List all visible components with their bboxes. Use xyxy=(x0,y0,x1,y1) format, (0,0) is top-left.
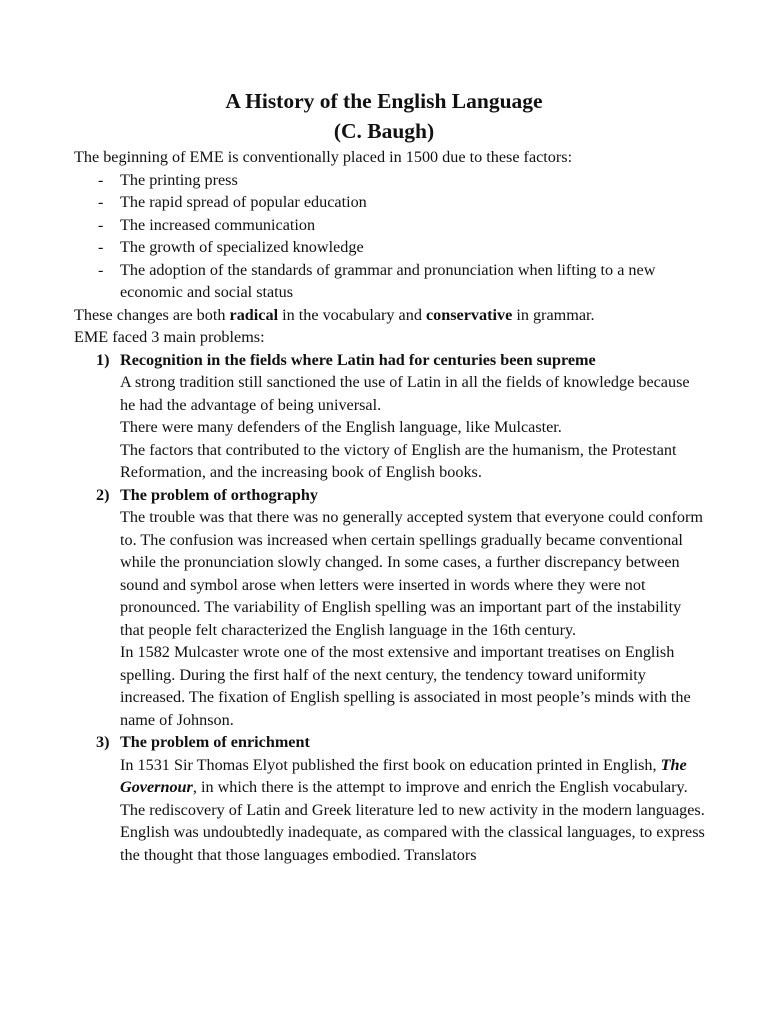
problem-paragraph: A strong tradition still sanctioned the use of Latin in all the fields of knowledge because he had the advantage of being universal. xyxy=(120,373,690,414)
title-line-2: (C. Baugh) xyxy=(333,119,435,143)
list-item: - The adoption of the standards of grammar and pronunciation when lifting to a new economic and social status xyxy=(98,260,656,301)
problem-heading: Recognition in the fields where Latin had for centuries been supreme xyxy=(120,350,596,369)
problem-number: 1) xyxy=(96,350,110,369)
problem-paragraph: The rediscovery of Latin and Greek literature led to new activity in the modern languages. xyxy=(120,800,705,819)
elyot-paragraph: In 1531 Sir Thomas Elyot published the first book on education printed in English, The Governour, in which there is the attempt to improve and enrich the English vocabulary. xyxy=(120,755,688,796)
document-title xyxy=(0,86,768,146)
list-item: - The growth of specialized knowledge xyxy=(98,238,364,256)
problem-item-orthography xyxy=(74,484,708,732)
book-title: The Governour xyxy=(120,755,687,796)
list-item: - The rapid spread of popular education xyxy=(98,193,367,211)
problem-paragraph: English was undoubtedly inadequate, as compared with the classical languages, to express the thought that those languages embodied. Translators xyxy=(120,823,705,864)
radical-term: radical xyxy=(229,305,279,324)
changes-paragraph: These changes are both radical in the vocabulary and conservative in grammar. xyxy=(74,305,595,324)
problems-list xyxy=(74,349,708,867)
title-line-1: A History of the English Language xyxy=(225,89,543,113)
conservative-term: conservative xyxy=(425,305,513,324)
problem-item-latin xyxy=(74,349,708,484)
problem-item-enrichment xyxy=(74,731,708,866)
factors-list xyxy=(74,169,708,304)
problem-paragraph: There were many defenders of the English language, like Mulcaster. xyxy=(120,418,562,436)
problem-paragraph: The factors that contributed to the victory of English are the humanism, the Protestant Reformation, and the increasing book of English books. xyxy=(120,440,677,481)
problem-heading: The problem of orthography xyxy=(120,485,319,504)
problem-number: 3) xyxy=(96,733,110,751)
problem-paragraph: In 1582 Mulcaster wrote one of the most extensive and important treatises on English spelling. During the first half of the next century, the tendency toward uniformity increased. The fixation of English spelling is associated in most people’s minds with the name of Johnson. xyxy=(120,643,691,729)
list-item: - The printing press xyxy=(98,170,238,189)
document-body xyxy=(0,146,768,866)
intro-paragraph: The beginning of EME is conventionally placed in 1500 due to these factors: xyxy=(74,148,573,166)
list-item: - The increased communication xyxy=(98,215,316,234)
problem-number: 2) xyxy=(96,485,110,504)
problem-heading: The problem of enrichment xyxy=(120,733,310,751)
problems-intro: EME faced 3 main problems: xyxy=(74,328,265,346)
problem-paragraph: The trouble was that there was no generally accepted system that everyone could conform to. The confusion was increased when certain spellings gradually became conventional while the pronunciation slowly changed. In some cases, a further discrepancy between sound and symbol arose when letters were inserted in words where they were not pronounced. The variability of English spelling was an important part of the instability that people felt characterized the English language in the 16th century. xyxy=(120,508,703,639)
